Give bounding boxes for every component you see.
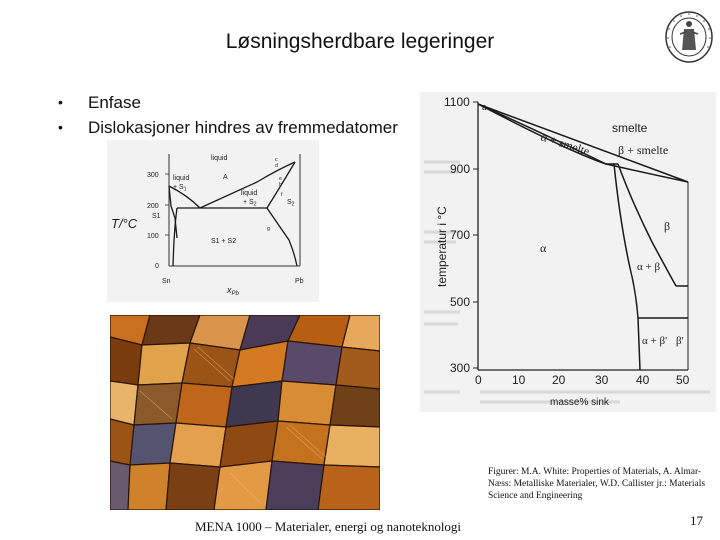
point-letter: e xyxy=(279,176,283,182)
page-number: 17 xyxy=(690,513,703,528)
x-tick-label: 0 xyxy=(475,373,482,387)
sn-pb-phase-diagram xyxy=(107,140,319,302)
region-label-alpha-smelte: α + smelte xyxy=(539,129,592,159)
region-label-s1: S1 xyxy=(152,213,161,220)
x-tick-label: 40 xyxy=(636,373,650,387)
point-letter: d xyxy=(275,163,279,169)
y-tick-label: 200 xyxy=(147,203,159,210)
x-tick-label: 50 xyxy=(676,373,690,387)
region-label-liquid-s2: + $S_2$ xyxy=(243,199,257,208)
y-tick-label: 300 xyxy=(450,361,471,375)
y-tick-label: 300 xyxy=(147,172,159,179)
x-axis-label: $x_{Pb}$ xyxy=(227,285,239,297)
bullet-item: • Dislokasjoner hindres av fremmedatomer xyxy=(58,115,398,140)
x-tick-label: 10 xyxy=(512,373,526,387)
y-tick-label: 900 xyxy=(450,162,471,176)
region-label-alpha-beta: α + β xyxy=(637,261,661,273)
x-tick-label: 20 xyxy=(552,373,566,387)
y-axis-label: temperatur i °C xyxy=(435,206,449,287)
cu-zn-phase-diagram xyxy=(420,92,716,412)
region-label-smelte: smelte xyxy=(612,121,648,135)
x-tick-label: 30 xyxy=(595,373,609,387)
point-label-a: A xyxy=(223,174,228,181)
region-label-betaprime: β' xyxy=(676,335,684,347)
point-letter: b xyxy=(279,182,283,188)
bullet-item: • Enfase xyxy=(58,90,398,115)
y-tick-label: 100 xyxy=(147,233,159,240)
point-letter: g xyxy=(267,226,271,232)
y-tick-label: 500 xyxy=(450,295,471,309)
x-axis-label: masse% sink xyxy=(550,397,609,408)
region-label-liquid-s1: liquid xyxy=(173,175,190,182)
region-label-s1-s2: S1 + S2 xyxy=(211,238,237,245)
x-start-label: Sn xyxy=(162,278,171,285)
micrograph-image xyxy=(110,315,380,510)
region-label-beta: β xyxy=(664,219,671,233)
y-tick-label: 1100 xyxy=(444,95,470,109)
y-tick-label: 0 xyxy=(155,263,159,270)
point-letter: f xyxy=(281,192,283,198)
region-label-alpha: α xyxy=(540,241,547,255)
region-label-beta-smelte: β + smelte xyxy=(618,143,669,157)
region-label-liquid-s1: + $S_1$ xyxy=(173,184,187,193)
x-end-label: Pb xyxy=(295,278,304,285)
point-letter: c xyxy=(275,157,278,163)
region-label-alpha-betaprime: α + β' xyxy=(642,335,668,347)
region-label-liquid: liquid xyxy=(211,155,228,162)
y-tick-label: 700 xyxy=(450,228,471,242)
university-seal-icon xyxy=(664,10,714,64)
figure-credits: Figurer: M.A. White: Properties of Materials, A. Almar-Næss: Metalliske Materialer, W.D. Callister jr.: Materials Science and Engineering xyxy=(488,467,706,501)
point-label-a: a xyxy=(482,102,487,113)
slide-title: Løsningsherdbare legeringer xyxy=(225,30,495,53)
bullet-list xyxy=(58,90,398,140)
y-axis-label: T/°C xyxy=(111,216,138,231)
region-label-s2: $S_2$ xyxy=(287,199,295,208)
region-label-liquid-s2: liquid xyxy=(241,190,258,197)
course-footer: MENA 1000 – Materialer, energi og nanoteknologi xyxy=(195,519,462,534)
